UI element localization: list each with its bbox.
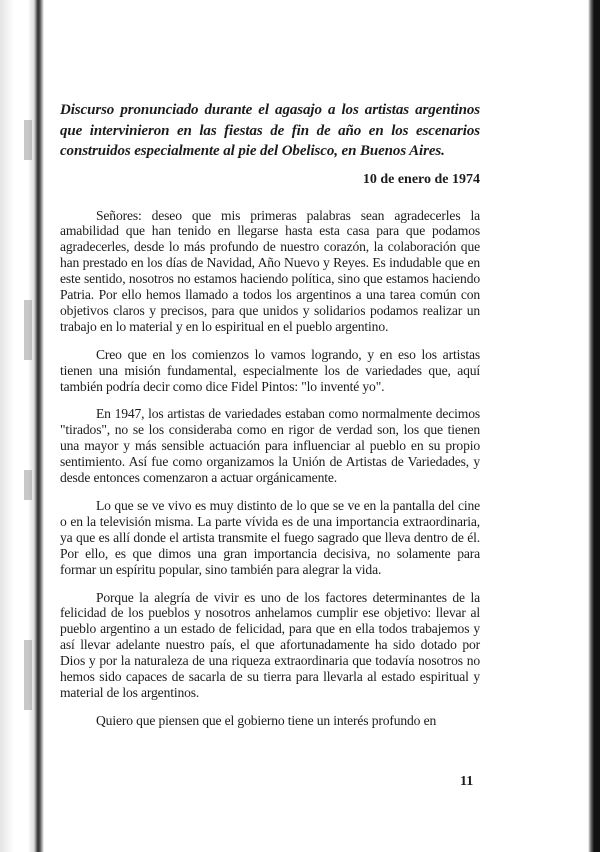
page-number: 11 xyxy=(460,774,474,789)
document-page xyxy=(60,100,480,741)
book-binding-right-edge xyxy=(582,0,600,852)
paragraph: Quiero que piensen que el gobierno tiene un interés profundo en xyxy=(96,712,437,728)
paragraph: Porque la alegría de vivir es uno de los factores determinantes de la felicidad de los pueblos y nosotros anhelamos cumplir ese objetivo: llevar al pueblo argentino a un estado de felicidad, para que en ella todos trabajemos y así llevar adelante nuestro país, el que afortunadamente ha sido dotado por Dios y por la naturaleza de una riqueza extraordinaria que todavía nosotros no hemos sido capaces de sacarla de su tierra para llevarla al estado espiritual y material de los argentinos. xyxy=(60,589,480,700)
speech-heading: Discurso pronunciado durante el agasajo a los artistas argentinos que intervinieron en las fiestas de fin de año en los escenarios construidos especialmente al pie del Obelisco, en Buenos Aires. xyxy=(60,102,480,159)
book-binding-left-edge xyxy=(0,0,44,852)
speech-date: 10 de enero de 1974 xyxy=(362,171,480,187)
paragraph: Señores: deseo que mis primeras palabras sean agradecerles la amabilidad que han tenido en llegarse hasta esta casa para que podamos agradecerles, desde lo más profundo de nuestro corazón, la colaboración que han prestado en los días de Navidad, Año Nuevo y Reyes. Es indudable que en este sentido, nosotros no estamos haciendo política, sino que estamos haciendo Patria. Por ello hemos llamado a todos los argentinos a una tarea común con objetivos claros y precisos, para que unidos y solidarios podamos realizar un trabajo en lo material y en lo espiritual en el pueblo argentino. xyxy=(60,207,480,334)
paragraph: En 1947, los artistas de variedades estaban como normalmente decimos "tirados", no se los consideraba como en rigor de verdad son, los que tienen una mayor y más sensible actuación para influenciar al pueblo en su propio sentimiento. Así fue como organizamos la Unión de Artistas de Variedades, y desde entonces comenzaron a actuar orgánicamente. xyxy=(60,406,480,486)
paragraph: Lo que se ve vivo es muy distinto de lo que se ve en la pantalla del cine o en la televisión misma. La parte vívida es de una importancia extraordinaria, ya que es allí donde el artista transmite el fuego sagrado que lleva dentro de él. Por ello, es que dimos una gran importancia decisiva, no solamente para formar un espíritu popular, sino también para alegrar la vida. xyxy=(60,498,480,577)
paragraph: Creo que en los comienzos lo vamos logrando, y en eso los artistas tienen una misión fundamental, especialmente los de variedades que, aquí también podría decir como dice Fidel Pintos: "lo inventé yo". xyxy=(60,346,480,394)
